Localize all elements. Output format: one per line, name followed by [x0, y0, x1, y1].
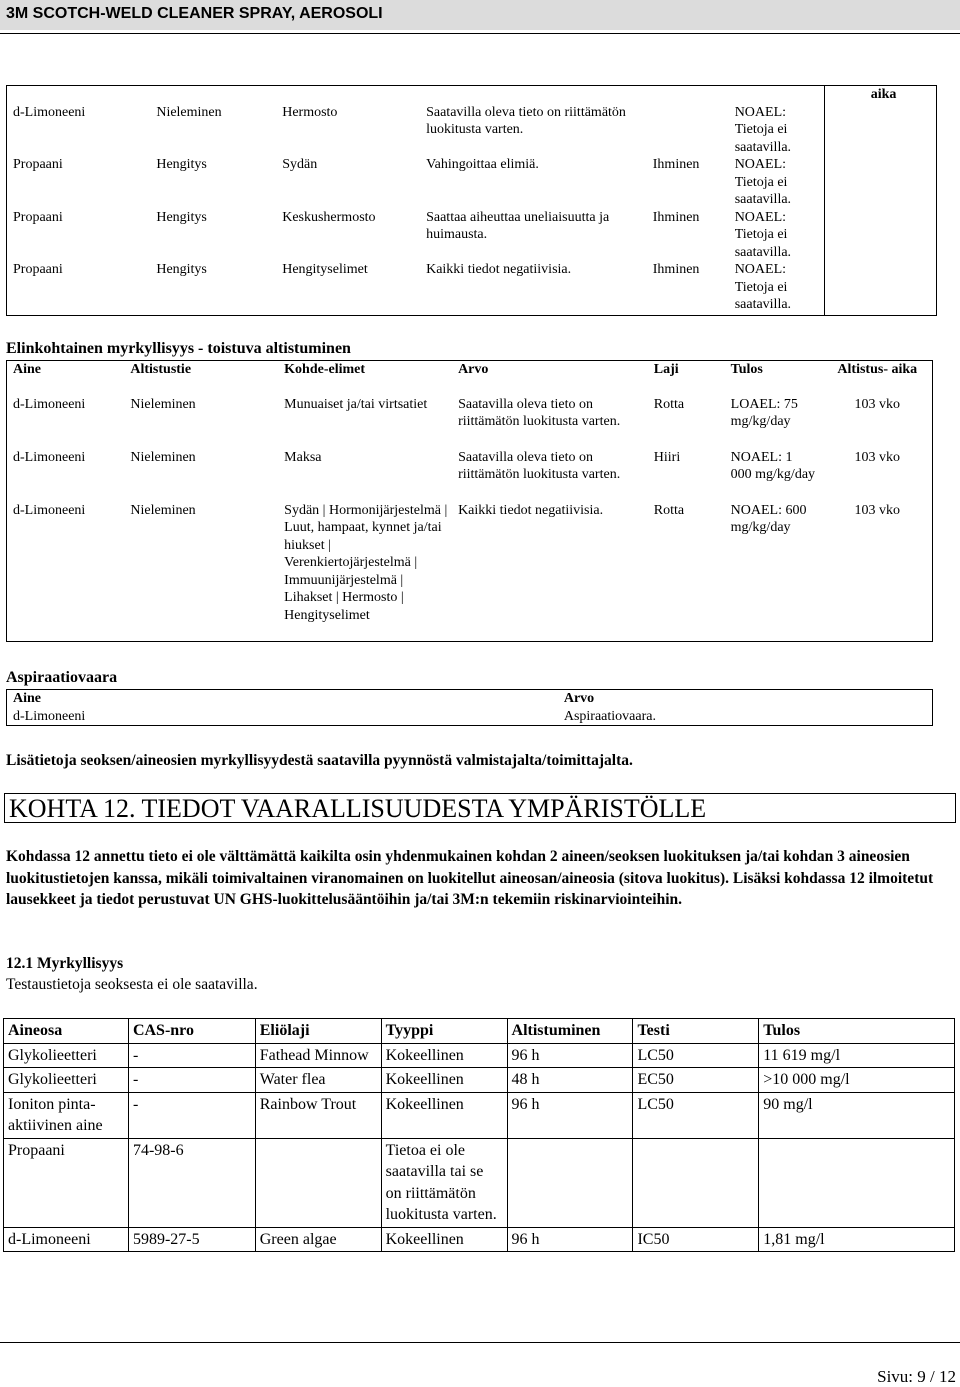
cell: Ihminen: [652, 209, 700, 225]
document-header: [0, 0, 960, 30]
cell: 5989-27-5: [128, 1227, 255, 1252]
cell: -: [128, 1068, 255, 1093]
repeated-exposure-table: [6, 360, 933, 642]
col-header: Aineosa: [4, 1019, 129, 1044]
cell: Tietoa ei ole saatavilla tai se on riittämätön luokitusta varten.: [381, 1138, 507, 1227]
cell: Kaikki tiedot negatiivisia.: [458, 502, 604, 518]
cell: 90 mg/l: [759, 1092, 955, 1138]
cell: Nieleminen: [130, 396, 196, 412]
cell: Saatavilla oleva tieto on riittämätön luokitusta varten.: [426, 104, 626, 137]
cell: Kokeellinen: [381, 1068, 507, 1093]
cell: Hengitys: [156, 262, 207, 277]
table-header-row: [7, 361, 933, 396]
cell: d-Limoneeni: [13, 104, 86, 120]
cell: Kaikki tiedot negatiivisia.: [426, 262, 572, 277]
repeated-exposure-title: Elinkohtainen myrkyllisyys - toistuva altistuminen: [6, 340, 351, 357]
cell: Keskushermosto: [282, 209, 376, 225]
additional-info-note: Lisätietoja seoksen/aineosien myrkyllisyydestä saatavilla pyynnöstä valmistajalta/toimittajalta.: [6, 752, 633, 769]
col-header: Tyyppi: [381, 1019, 507, 1044]
cell: Ihminen: [652, 262, 700, 277]
col-header: Laji: [653, 362, 679, 377]
single-exposure-table: [6, 85, 937, 316]
cell: 74-98-6: [128, 1138, 255, 1227]
cell: Green algae: [255, 1227, 381, 1252]
cell: Kokeellinen: [381, 1092, 507, 1138]
table-row: [7, 261, 937, 315]
cell: EC50: [633, 1068, 759, 1093]
cell: Rainbow Trout: [255, 1092, 381, 1138]
cell: Sydän | Hormonijärjestelmä | Luut, hampaat, kynnet ja/tai hiukset | Verenkiertojärjestelmä | Immuunijärjestelmä | Lihakset | Hermosto | Hengityselimet: [284, 502, 448, 623]
cell: Hengitys: [156, 157, 207, 172]
table-row: [7, 209, 937, 262]
cell: 103 vko: [854, 449, 901, 465]
col-header: Altistuminen: [507, 1019, 633, 1044]
cell: Munuaiset ja/tai virtsatiet: [284, 396, 428, 412]
table-row: [7, 396, 933, 449]
cell: NOAEL: 1 000 mg/kg/day: [730, 449, 816, 482]
table-row: [7, 104, 937, 157]
cell: Propaani: [13, 262, 63, 277]
cell: >10 000 mg/l: [759, 1068, 955, 1093]
cell: Nieleminen: [130, 502, 196, 518]
table-row: [4, 1092, 955, 1138]
col-header: Aine: [13, 362, 41, 377]
table-row: [7, 708, 933, 726]
cell: NOAEL: Tietoja ei saatavilla.: [729, 156, 825, 209]
col-header: Arvo: [563, 691, 595, 706]
aspiration-title: Aspiraatiovaara: [6, 669, 118, 686]
section-12-intro: Kohdassa 12 annettu tieto ei ole välttämättä kaikilta osin yhdenmukainen kohdan 2 aineen/seoksen luokituksen ja/tai kohdan 3 aineosien luokitustietojen kanssa, mikäli toimivaltainen viranomainen on luokitellut aineosan/aineosia (sitova luokitus). Lisäksi kohdassa 12 ilmoitetut lausekkeet ja tiedot perustuvat UN GHS-luokittelusääntöihin ja/tai 3M:n tekemiin riskinarviointeihin.: [6, 848, 934, 908]
col-header: Eliölaji: [255, 1019, 381, 1044]
table-row: [7, 449, 933, 502]
cell: Vahingoittaa elimiä.: [426, 157, 539, 172]
col-header: CAS-nro: [128, 1019, 255, 1044]
cell: Glykolieetteri: [4, 1068, 129, 1093]
footer-rule: [0, 1342, 960, 1343]
cell: Water flea: [255, 1068, 381, 1093]
cell: Fathead Minnow: [255, 1043, 381, 1068]
cell: Ihminen: [652, 157, 700, 172]
cell: Maksa: [284, 449, 322, 465]
cell: Kokeellinen: [381, 1043, 507, 1068]
cell: Sydän: [282, 157, 318, 172]
table-header-row: [7, 690, 933, 708]
col-header-aika: aika: [825, 86, 937, 104]
cell: Propaani: [13, 209, 63, 225]
cell: Glykolieetteri: [4, 1043, 129, 1068]
section-12-1-title: 12.1 Myrkyllisyys: [6, 955, 124, 972]
col-header: Aine: [13, 691, 41, 706]
cell: NOAEL: Tietoja ei saatavilla.: [729, 261, 825, 315]
section-12-1-text: Testaustietoja seoksesta ei ole saatavilla.: [6, 976, 258, 993]
cell: Aspiraatiovaara.: [563, 708, 656, 724]
table-row: [7, 502, 933, 642]
header-rule: [0, 33, 960, 34]
table-row: [7, 86, 937, 104]
cell: Saatavilla oleva tieto on riittämätön luokitusta varten.: [458, 396, 621, 429]
cell: d-Limoneeni: [4, 1227, 129, 1252]
table-row: [4, 1068, 955, 1093]
cell: d-Limoneeni: [13, 502, 86, 518]
table-row: [7, 156, 937, 209]
cell: Hengityselimet: [282, 262, 368, 277]
cell: Propaani: [4, 1138, 129, 1227]
cell: Saattaa aiheuttaa uneliaisuutta ja huimausta.: [426, 209, 610, 242]
col-header: Altistus- aika: [837, 362, 918, 377]
col-header: Altistustie: [130, 362, 192, 377]
cell: Ioniton pinta-aktiivinen aine: [4, 1092, 129, 1138]
cell: 1,81 mg/l: [759, 1227, 955, 1252]
cell: IC50: [633, 1227, 759, 1252]
cell: Nieleminen: [156, 104, 222, 120]
cell: [647, 104, 729, 157]
cell: 96 h: [507, 1092, 633, 1138]
cell: Saatavilla oleva tieto on riittämätön luokitusta varten.: [458, 449, 621, 482]
table-header-row: [4, 1019, 955, 1044]
col-header: Tulos: [730, 362, 763, 377]
cell: Propaani: [13, 157, 63, 172]
cell: [633, 1138, 759, 1227]
cell: Rotta: [653, 502, 685, 518]
cell: 103 vko: [854, 502, 901, 518]
cell: Nieleminen: [130, 449, 196, 465]
table-row: [4, 1227, 955, 1252]
cell: d-Limoneeni: [13, 396, 86, 412]
cell: Hengitys: [156, 209, 207, 225]
cell: 103 vko: [854, 396, 901, 412]
table-row: [4, 1043, 955, 1068]
cell: 11 619 mg/l: [759, 1043, 955, 1068]
cell: 48 h: [507, 1068, 633, 1093]
ecotoxicity-table: [3, 1018, 955, 1252]
cell: Hiiri: [653, 449, 681, 465]
col-header: Kohde-elimet: [284, 362, 366, 377]
table-row: [4, 1138, 955, 1227]
cell: NOAEL: Tietoja ei saatavilla.: [729, 209, 825, 262]
page-number: Sivu: 9 / 12: [877, 1367, 956, 1386]
cell: d-Limoneeni: [13, 708, 86, 724]
document-title: 3M SCOTCH-WELD CLEANER SPRAY, AEROSOLI: [6, 5, 383, 22]
cell: 96 h: [507, 1227, 633, 1252]
cell: Rotta: [653, 396, 685, 412]
col-header: Arvo: [458, 362, 489, 377]
cell: -: [128, 1092, 255, 1138]
cell: LC50: [633, 1043, 759, 1068]
cell: [759, 1138, 955, 1227]
cell: [507, 1138, 633, 1227]
section-12-title: KOHTA 12. TIEDOT VAARALLISUUDESTA YMPÄRISTÖLLE: [4, 793, 956, 823]
cell: LC50: [633, 1092, 759, 1138]
cell: d-Limoneeni: [13, 449, 86, 465]
cell: [255, 1138, 381, 1227]
col-header: Tulos: [759, 1019, 955, 1044]
cell: NOAEL: 600 mg/kg/day: [730, 502, 807, 535]
aspiration-table: [6, 689, 933, 726]
cell: Hermosto: [282, 104, 338, 120]
cell: -: [128, 1043, 255, 1068]
col-header: Testi: [633, 1019, 759, 1044]
cell: LOAEL: 75 mg/kg/day: [730, 396, 798, 429]
cell: 96 h: [507, 1043, 633, 1068]
cell: Kokeellinen: [381, 1227, 507, 1252]
cell: NOAEL: Tietoja ei saatavilla.: [729, 104, 825, 157]
